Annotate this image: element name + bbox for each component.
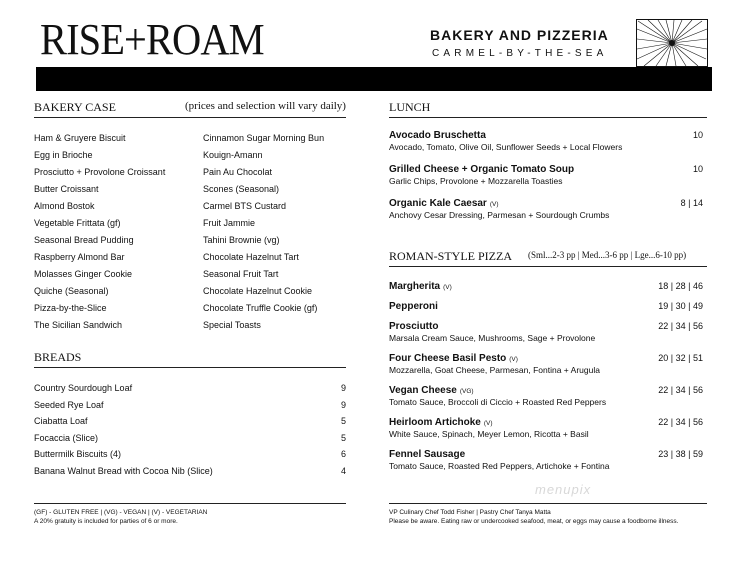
- dish-price: 23 | 38 | 59: [658, 449, 703, 459]
- bread-name: Focaccia (Slice): [34, 432, 99, 443]
- bread-row: [34, 413, 346, 430]
- bakery-item: Seasonal Bread Pudding: [34, 235, 134, 245]
- dish-name: Margherita: [389, 281, 441, 292]
- breads-divider: [34, 367, 346, 368]
- bread-row: [34, 463, 346, 480]
- dish-price: 10: [692, 164, 703, 174]
- dish-tag: (V): [443, 284, 452, 291]
- lunch-title: LUNCH: [389, 100, 431, 114]
- pizza-list: [389, 281, 703, 481]
- gratuity-note: A 20% gratuity is included for parties of 6 or more.: [34, 518, 178, 525]
- bakery-item: Pizza-by-the-Slice: [34, 303, 107, 313]
- starburst-icon: [636, 19, 708, 67]
- bakery-item: Ham & Gruyere Biscuit: [34, 133, 126, 143]
- bakery-item: Special Toasts: [203, 320, 261, 330]
- dish-description: Tomato Sauce, Roasted Red Peppers, Artichoke + Fontina: [389, 461, 610, 471]
- lunch-divider: [389, 117, 707, 118]
- bakery-item: Chocolate Truffle Cookie (gf): [203, 303, 318, 313]
- bakery-item: Vegetable Frittata (gf): [34, 218, 121, 228]
- footer-divider-left: [34, 503, 346, 504]
- bread-name: Ciabatta Loaf: [34, 416, 88, 426]
- dish-price: 19 | 30 | 49: [658, 301, 703, 311]
- dish-tag: (V): [483, 420, 493, 427]
- bakery-item: Seasonal Fruit Tart: [203, 269, 279, 279]
- dish-price: 18 | 28 | 46: [658, 281, 703, 291]
- bakery-item: Tahini Brownie (vg): [203, 235, 280, 245]
- dish-name: Pepperoni: [389, 301, 438, 312]
- footer-right: [389, 508, 678, 526]
- dish-name: Organic Kale Caesar: [389, 198, 487, 209]
- dish-name: Vegan Cheese: [389, 385, 457, 396]
- pizza-item: [389, 385, 703, 408]
- dish-name: Prosciutto: [389, 321, 439, 332]
- bakery-item: Almond Bostok: [34, 201, 95, 211]
- diet-legend: (GF) - GLUTEN FREE | (VG) - VEGAN | (V) - VEGETARIAN: [34, 509, 208, 516]
- lunch-item: [389, 130, 703, 153]
- dish-description: White Sauce, Spinach, Meyer Lemon, Ricotta + Basil: [389, 429, 589, 439]
- dish-price: 22 | 34 | 56: [658, 417, 703, 427]
- bakery-note: (prices and selection will vary daily): [185, 100, 346, 112]
- bakery-column-2: [203, 130, 324, 334]
- dish-price: 22 | 34 | 56: [658, 385, 703, 395]
- bakery-item: Carmel BTS Custard: [203, 201, 287, 211]
- dish-description: Anchovy Cesar Dressing, Parmesan + Sourdough Crumbs: [389, 210, 610, 220]
- dish-name: Grilled Cheese + Organic Tomato Soup: [389, 164, 575, 175]
- pizza-title: ROMAN-STYLE PIZZA: [389, 249, 512, 263]
- dish-description: Mozzarella, Goat Cheese, Parmesan, Fontina + Arugula: [389, 365, 600, 375]
- bread-price: 5: [340, 432, 346, 443]
- dish-price: 8 | 14: [680, 198, 703, 208]
- pizza-sizes: (Sml...2-3 pp | Med...3-6 pp | Lge...6-10 pp): [528, 250, 687, 260]
- food-warning: Please be aware. Eating raw or undercooked seafood, meat, or eggs may cause a foodborne illness.: [389, 518, 679, 525]
- dish-price: 10: [692, 130, 703, 140]
- bakery-item: Chocolate Hazelnut Cookie: [203, 286, 313, 296]
- bakery-item: Prosciutto + Provolone Croissant: [34, 167, 166, 177]
- dish-description: Garlic Chips, Provolone + Mozzarella Toasties: [389, 176, 563, 186]
- bakery-item: Egg in Brioche: [34, 150, 93, 160]
- pizza-item: [389, 449, 703, 472]
- dish-tag: (V): [489, 201, 499, 208]
- bread-name: Buttermilk Biscuits (4): [34, 449, 122, 459]
- bakery-column-1: [34, 130, 165, 334]
- dish-name: Heirloom Artichoke: [389, 417, 481, 428]
- bread-row: [34, 446, 346, 463]
- breads-list: [34, 380, 346, 479]
- dish-price: 22 | 34 | 56: [658, 321, 703, 331]
- chef-credits: VP Culinary Chef Todd Fisher | Pastry Chef Tanya Matta: [389, 509, 551, 516]
- dish-name: Fennel Sausage: [389, 449, 466, 460]
- dish-description: Tomato Sauce, Broccoli di Ciccio + Roasted Red Peppers: [389, 397, 607, 407]
- bakery-item: The Sicilian Sandwich: [34, 320, 123, 330]
- tagline: BAKERY AND PIZZERIA: [430, 27, 609, 43]
- bakery-item: Chocolate Hazelnut Tart: [203, 252, 299, 262]
- pizza-item: [389, 301, 703, 312]
- bakery-item: Butter Croissant: [34, 184, 99, 194]
- restaurant-logo: RISE+ROAM: [40, 15, 264, 64]
- watermark: menupix: [535, 482, 592, 497]
- bakery-item: Fruit Jammie: [203, 218, 256, 228]
- bread-name: Banana Walnut Bread with Cocoa Nib (Slice): [34, 465, 213, 476]
- bread-price: 9: [340, 399, 346, 410]
- dish-name: Four Cheese Basil Pesto: [389, 353, 507, 364]
- bread-row: [34, 380, 346, 397]
- bakery-item: Quiche (Seasonal): [34, 286, 109, 296]
- bakery-item: Scones (Seasonal): [203, 184, 280, 194]
- dish-description: Avocado, Tomato, Olive Oil, Sunflower Seeds + Local Flowers: [389, 142, 623, 152]
- bakery-divider: [34, 117, 346, 118]
- pizza-item: [389, 417, 703, 440]
- pizza-item: [389, 321, 703, 344]
- bakery-item: Kouign-Amann: [203, 150, 263, 160]
- location: CARMEL-BY-THE-SEA: [432, 48, 608, 59]
- dish-name: Avocado Bruschetta: [389, 130, 486, 141]
- pizza-item: [389, 281, 703, 292]
- breads-title: BREADS: [34, 350, 82, 364]
- lunch-list: [389, 130, 703, 232]
- bread-price: 9: [340, 383, 346, 393]
- bread-name: Country Sourdough Loaf: [34, 383, 133, 393]
- bread-row: [34, 397, 346, 414]
- bread-row: [34, 430, 346, 447]
- dish-tag: (VG): [459, 388, 474, 395]
- lunch-item: [389, 198, 703, 221]
- bread-price: 4: [340, 465, 346, 476]
- lunch-item: [389, 164, 703, 187]
- dish-description: Marsala Cream Sauce, Mushrooms, Sage + Provolone: [389, 333, 596, 343]
- bakery-item: Molasses Ginger Cookie: [34, 269, 133, 279]
- header-band: [36, 67, 712, 91]
- bakery-item: Cinnamon Sugar Morning Bun: [203, 133, 325, 143]
- bread-name: Seeded Rye Loaf: [34, 399, 104, 410]
- pizza-item: [389, 353, 703, 376]
- dish-tag: (V): [509, 356, 518, 363]
- footer-divider-right: [389, 503, 707, 504]
- bakery-item: Pain Au Chocolat: [203, 167, 273, 177]
- footer-left: [34, 508, 207, 526]
- bakery-title: BAKERY CASE: [34, 100, 116, 114]
- bakery-item: Raspberry Almond Bar: [34, 252, 125, 262]
- bread-price: 6: [340, 449, 346, 459]
- dish-price: 20 | 32 | 51: [658, 353, 703, 363]
- pizza-divider: [389, 266, 707, 267]
- bread-price: 5: [340, 416, 346, 426]
